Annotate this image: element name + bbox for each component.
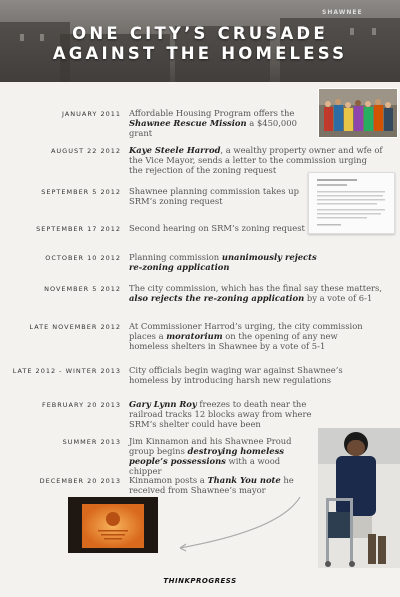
timeline-date: LATE 2012 - WINTER 2013 (12, 367, 121, 375)
timeline-date: SEPTEMBER 5 2012 (41, 188, 121, 196)
timeline-date: OCTOBER 10 2012 (45, 254, 121, 262)
timeline-date: AUGUST 22 2012 (50, 147, 121, 155)
thinkprogress-logo: THINKPROGRESS (163, 577, 237, 585)
timeline-date: FEBRUARY 20 2013 (41, 401, 121, 409)
timeline-date: JANUARY 2011 (62, 110, 121, 118)
timeline-date: SUMMER 2013 (62, 438, 121, 446)
timeline-date: DECEMBER 20 2013 (39, 477, 121, 485)
page-title-line1: ONE CITY’S CRUSADE (72, 24, 328, 43)
timeline-date: NOVEMBER 5 2012 (44, 285, 121, 293)
page-title-line2: AGAINST THE HOMELESS (52, 44, 348, 63)
shawnee-sign: SHAWNEE (322, 9, 363, 16)
timeline-date: SEPTEMBER 17 2012 (36, 225, 121, 233)
timeline-date: LATE NOVEMBER 2012 (29, 323, 121, 331)
